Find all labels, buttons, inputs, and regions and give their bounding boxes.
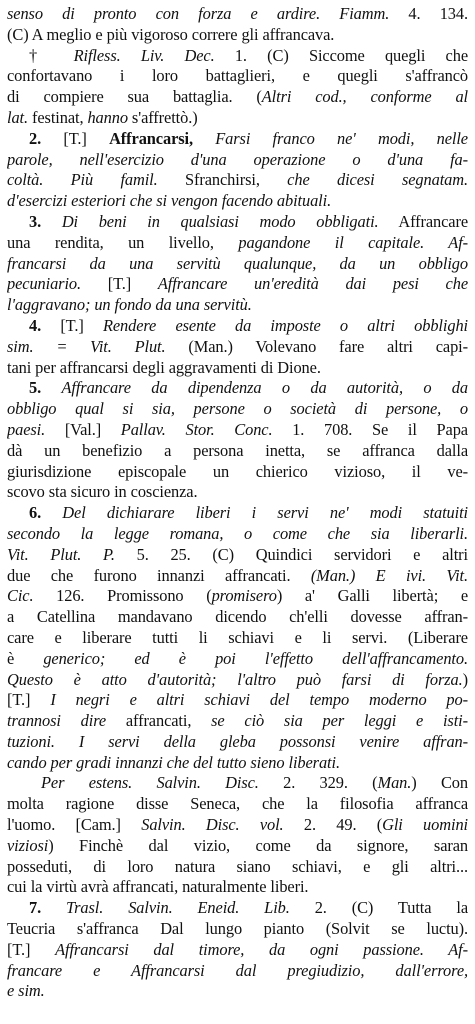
text-segment: Del dichiarare liberi i servi ne' modi statuiti [62,503,468,523]
text-segment: 1. 708. Se il Papa [272,419,468,439]
text-line [7,898,468,919]
text-segment: Pallav. Stor. Conc. [120,419,273,439]
text-segment: è [7,648,44,668]
text-line [7,129,468,150]
text-segment: Altri cod., conforme al [261,87,468,107]
text-segment: ) Finchè dal vizio, come da signore, saran [48,835,468,855]
text-segment: giurisdizione episcopale un chierico vizioso, il ve- [7,461,468,481]
text-segment: trannosi dire [7,711,107,731]
text-line [7,877,468,898]
text-line [7,316,468,337]
text-segment: [T.] [107,274,158,294]
text-segment: lat. [7,107,29,127]
text-segment: Farsi franco ne' modi, nelle [215,128,468,148]
text-segment: 4. 134. [389,4,468,23]
text-segment: Gli uomini [382,815,468,835]
text-line [7,670,468,691]
text-line [7,961,468,982]
text-segment: a Catellina mandavano dicendo ch'elli dovesse affran- [7,607,468,627]
text-segment: generico; ed è poi l'effetto dell'affrancamento. [43,648,468,668]
text-segment: dà un benefizio a persona inetta, se affranca dalla [7,440,468,460]
text-segment: hanno [87,107,128,127]
text-segment: Questo è atto d'autorità; l'altro può farsi di forza. [7,669,463,689]
text-segment: affrancati, [106,711,212,731]
text-line [7,732,468,753]
text-line [7,233,468,254]
text-line [7,753,468,774]
text-segment: [T.] [7,939,56,959]
text-line [7,503,468,524]
text-segment: senso di pronto con forza e ardire. Fiamm. [7,4,390,23]
text-line [7,940,468,961]
text-segment: 2. 329. ( [258,773,378,793]
text-segment: Sfranchirsi, [157,170,288,190]
text-line [7,628,468,649]
text-line [7,358,468,379]
text-segment: Teucria s'affranca Dal lungo pianto (Solvit se luctu). [7,919,468,939]
text-segment: 6. [29,503,63,523]
text-segment: viziosi [7,835,49,855]
text-line [7,649,468,670]
text-segment: Rifless. Liv. Dec. [73,45,215,65]
text-segment: I negri e altri schiavi del tempo moderno po- [50,690,468,710]
text-line [7,378,468,399]
text-segment: francare e Affrancarsi dal pregiudizio, dall'errore, [7,960,468,980]
text-segment: d'esercizi esteriori che si vengon facendo abituali. [7,191,332,211]
text-segment: l'uomo. [Cam.] [7,815,142,835]
text-segment: (Man.) E ivi. Vit. [310,565,468,585]
text-line [7,690,468,711]
text-segment: molta ragione disse Seneca, che la filosofia affranca [7,794,468,814]
text-segment: [T.] [63,128,110,148]
text-segment: s'affrettò.) [127,107,198,127]
text-line [7,711,468,732]
text-segment: ) Con [411,773,468,793]
text-line [7,150,468,171]
text-segment: di compiere sua battaglia. ( [7,87,262,107]
text-segment: 126. Promissono ( [33,586,212,606]
text-line [7,4,468,25]
text-segment: 7. [29,898,67,918]
text-segment: Affrancarsi, [109,128,216,148]
text-line [7,441,468,462]
text-line [7,607,468,628]
text-segment: 2. 49. ( [283,815,383,835]
text-line [7,420,468,441]
text-line [7,919,468,940]
text-segment: francarsi da una servitù qualunque, da un obbligo [7,253,468,273]
text-line [7,981,468,1002]
text-line [7,295,468,316]
text-segment: [Val.] [45,419,121,439]
text-segment: obbligo qual si sia, persone o società di persone, o [7,399,468,419]
text-segment: festinat, [28,107,88,127]
text-segment: ) [462,669,468,689]
text-segment: l'aggravano; un fondo da una servitù. [7,295,252,315]
text-segment: scovo sta sicuro in coscienza. [7,482,198,502]
text-line [7,773,468,794]
text-segment: 1. (C) Siccome quegli che [214,45,468,65]
text-segment: 3. [29,211,62,231]
text-segment: [T.] [7,690,51,710]
text-segment: se ciò sia per leggi e isti- [211,711,468,731]
text-line [7,545,468,566]
text-line [7,191,468,212]
text-line [7,586,468,607]
text-segment: sim. = Vit. Plut. [7,336,166,356]
text-line [7,337,468,358]
text-line [7,25,468,46]
text-segment: tuzioni. I servi della gleba possonsi venire affran- [7,731,468,751]
text-segment: Affrancarsi dal timore, da ogni passione. Af- [55,939,468,959]
text-line [7,274,468,295]
text-line [7,857,468,878]
text-segment: parole, nell'esercizio d'una operazione o d'una fa- [7,149,468,169]
text-segment: tani per affrancarsi degli aggravamenti di Dione. [7,357,321,377]
text-segment: Man. [377,773,412,793]
text-segment: Vit. Plut. P. [7,544,115,564]
text-line [7,399,468,420]
text-segment: ) a' Galli libertà; e [276,586,468,606]
text-segment: e sim. [7,981,45,1001]
text-line [7,212,468,233]
text-segment: (C) A meglio e più vigoroso correre gli affrancava. [7,24,335,44]
text-segment: Di beni in qualsiasi modo obbligati. [61,211,379,231]
text-segment: 2. [29,128,64,148]
text-segment: 2. (C) Tutta la [289,898,468,918]
text-segment: posseduti, di loro natura siano schiavi, e gli altri... [7,856,468,876]
text-segment: 5. 25. (C) Quindici servidori e altri [114,544,468,564]
text-segment: Per estens. Salvin. Disc. [41,773,259,793]
text-segment: Salvin. Disc. vol. [141,815,284,835]
dictionary-entry-affrancare [7,4,468,1002]
text-line [7,254,468,275]
text-segment: una rendita, un livello, [7,232,239,252]
text-segment: † [29,45,74,65]
text-segment: (Man.) Volevano fare altri capi- [165,336,468,356]
text-line [7,108,468,129]
text-segment: Affrancare da dipendenza o da autorità, o da [61,378,468,398]
text-segment: [T.] [60,315,103,335]
text-segment: care e liberare tutti li schiavi e li servi. (Liberare [7,627,468,647]
text-line [7,794,468,815]
text-line [7,524,468,545]
text-segment: pagandone il capitale. Af- [238,232,468,252]
text-segment: secondo la legge romana, o come che sia liberarli. [7,523,468,543]
text-segment: Trasl. Salvin. Eneid. Lib. [66,898,290,918]
text-line [7,815,468,836]
text-segment: Cic. [7,586,34,606]
text-line [7,482,468,503]
text-segment: Rendere esente da imposte o altri obblighi [102,315,468,335]
text-segment: pecuniario. [7,274,108,294]
text-segment: promisero [211,586,277,606]
text-segment: Affrancare un'eredità dai pesi che [157,274,468,294]
text-segment: che dicesi segnatam. [287,170,468,190]
text-segment: Affrancare [378,211,468,231]
text-line [7,566,468,587]
text-segment: confortavano i loro battaglieri, e quegli s'affrancò [7,66,468,86]
text-segment: coltà. Più famil. [7,170,158,190]
text-segment: due che furono innanzi affrancati. [7,565,311,585]
text-line [7,66,468,87]
text-line [7,836,468,857]
text-segment: cui la virtù avrà affrancati, naturalmente liberi. [7,877,309,897]
text-line [7,462,468,483]
text-line [7,46,468,67]
text-segment: 4. [29,315,61,335]
text-segment: 5. [29,378,62,398]
text-line [7,170,468,191]
text-segment: cando per gradi innanzi che del tutto sieno liberati. [7,752,340,772]
text-segment: paesi. [7,419,46,439]
text-line [7,87,468,108]
